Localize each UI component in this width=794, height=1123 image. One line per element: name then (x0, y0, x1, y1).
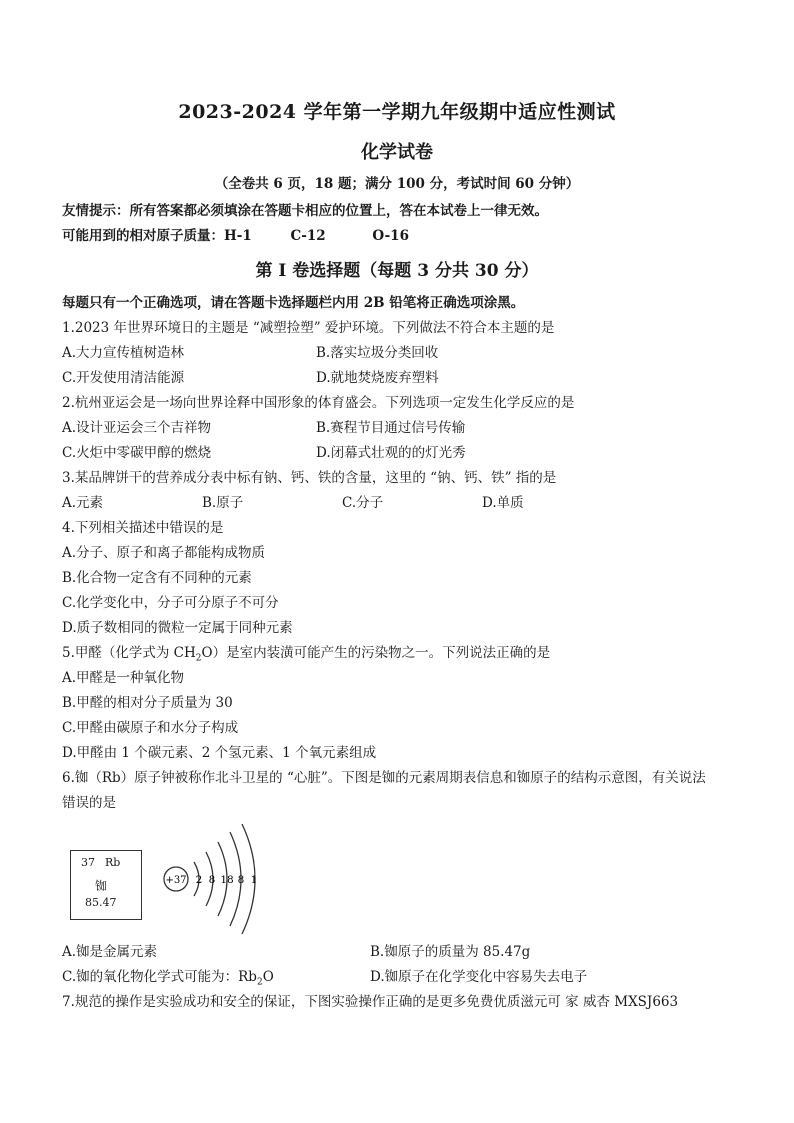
question-2-option-d: D.闭幕式壮观的的灯光秀 (316, 445, 466, 461)
element-number: 37 (81, 856, 95, 869)
exam-info: （全卷共 6 页，18 题；满分 100 分，考试时间 60 分钟） (214, 176, 580, 192)
question-4-stem: 4.下列相关描述中错误的是 (62, 520, 224, 536)
section-instruction: 每题只有一个正确选项，请在答题卡选择题栏内用 2B 铅笔将正确选项涂黑。 (62, 295, 525, 311)
question-6-option-c (62, 965, 274, 988)
question-2-option-a: A.设计亚运会三个吉祥物 (62, 420, 212, 436)
question-2-option-c: C.火炬中零碳甲醇的燃烧 (62, 445, 212, 461)
question-6-option-a: A.铷是金属元素 (62, 944, 158, 960)
question-4-option-b: B.化合物一定含有不同种的元素 (62, 570, 252, 586)
question-5-stem-pre: 5.甲醛（化学式为 CH (62, 645, 196, 661)
question-3-option-c: C.分子 (342, 495, 384, 511)
question-6-option-c-post: O (262, 969, 274, 985)
question-2-option-b: B.赛程节目通过信号传输 (316, 420, 466, 436)
atomic-mass-c: C-12 (290, 228, 326, 244)
exam-tip: 友情提示：所有答案都必须填涂在答题卡相应的位置上，答在本试卷上一律无效。 (62, 203, 548, 219)
question-5-option-a: A.甲醛是一种氧化物 (62, 670, 185, 686)
question-3-stem: 3.某品牌饼干的营养成分表中标有钠、钙、铁的含量，这里的 “钠、钙、铁” 指的是 (62, 470, 557, 486)
question-1-stem: 1.2023 年世界环境日的主题是 “减塑捡塑” 爱护环境。下列做法不符合本主题的是 (62, 320, 555, 336)
shell-electrons-3: 18 (220, 874, 234, 886)
question-1-option-b: B.落实垃圾分类回收 (316, 345, 439, 361)
question-6-stem-line1: 6.铷（Rb）原子钟被称作北斗卫星的 “心脏”。下图是铷的元素周期表信息和铷原子的结构示意图，有关说法 (62, 770, 706, 786)
atom-structure-diagram (158, 820, 358, 940)
question-3-option-d: D.单质 (482, 495, 524, 511)
question-5-stem (62, 641, 550, 664)
question-6-stem-line2: 错误的是 (62, 795, 116, 811)
question-3-option-a: A.元素 (62, 495, 104, 511)
question-4-option-d: D.质子数相同的微粒一定属于同种元素 (62, 620, 293, 636)
nucleus-charge: +37 (165, 875, 187, 886)
question-6-option-c-sub: 2 (256, 977, 263, 988)
atomic-mass-h: 可能用到的相对原子质量：H-1 (62, 228, 252, 244)
shell-electrons-5: 1 (250, 874, 258, 886)
shell-electrons-2: 8 (208, 874, 216, 886)
question-1-option-c: C.开发使用清洁能源 (62, 370, 185, 386)
exam-title: 2023-2024 学年第一学期九年级期中适应性测试 (178, 101, 616, 123)
question-5-stem-post: O）是室内装潢可能产生的污染物之一。下列说法正确的是 (201, 645, 551, 661)
element-symbol: Rb (105, 856, 121, 869)
question-1-option-d: D.就地焚烧废弃塑料 (316, 370, 439, 386)
atomic-mass-line (62, 224, 409, 244)
question-5-option-b: B.甲醛的相对分子质量为 30 (62, 695, 233, 711)
question-1-option-a: A.大力宣传植树造林 (62, 345, 185, 361)
question-5-stem-sub: 2 (195, 653, 202, 664)
element-name: 铷 (95, 879, 108, 893)
question-6-option-c-main: C.铷的氧化物化学式可能为：Rb (62, 969, 257, 985)
question-5-option-d: D.甲醛由 1 个碳元素、2 个氢元素、1 个氧元素组成 (62, 745, 377, 761)
question-7-stem: 7.规范的操作是实验成功和安全的保证，下图实验操作正确的是更多免费优质滋元可 家 威杏 MXSJ663 (62, 994, 679, 1010)
shell-electrons-4: 8 (237, 874, 245, 886)
element-mass: 85.47 (85, 896, 117, 909)
question-2-stem: 2.杭州亚运会是一场向世界诠释中国形象的体育盛会。下列选项一定发生化学反应的是 (62, 395, 575, 411)
question-5-option-c: C.甲醛由碳原子和水分子构成 (62, 720, 239, 736)
shell-electrons-1: 2 (195, 874, 203, 886)
question-3-option-b: B.原子 (202, 495, 244, 511)
exam-subject: 化学试卷 (361, 142, 433, 163)
question-4-option-c: C.化学变化中，分子可分原子不可分 (62, 595, 279, 611)
question-6-option-b: B.铷原子的质量为 85.47g (370, 944, 531, 960)
element-card (70, 850, 142, 920)
atomic-mass-o: O-16 (372, 228, 409, 244)
question-6-option-d: D.铷原子在化学变化中容易失去电子 (370, 969, 588, 985)
question-4-option-a: A.分子、原子和离子都能构成物质 (62, 545, 266, 561)
section-title: 第 I 卷选择题（每题 3 分共 30 分） (255, 261, 539, 281)
